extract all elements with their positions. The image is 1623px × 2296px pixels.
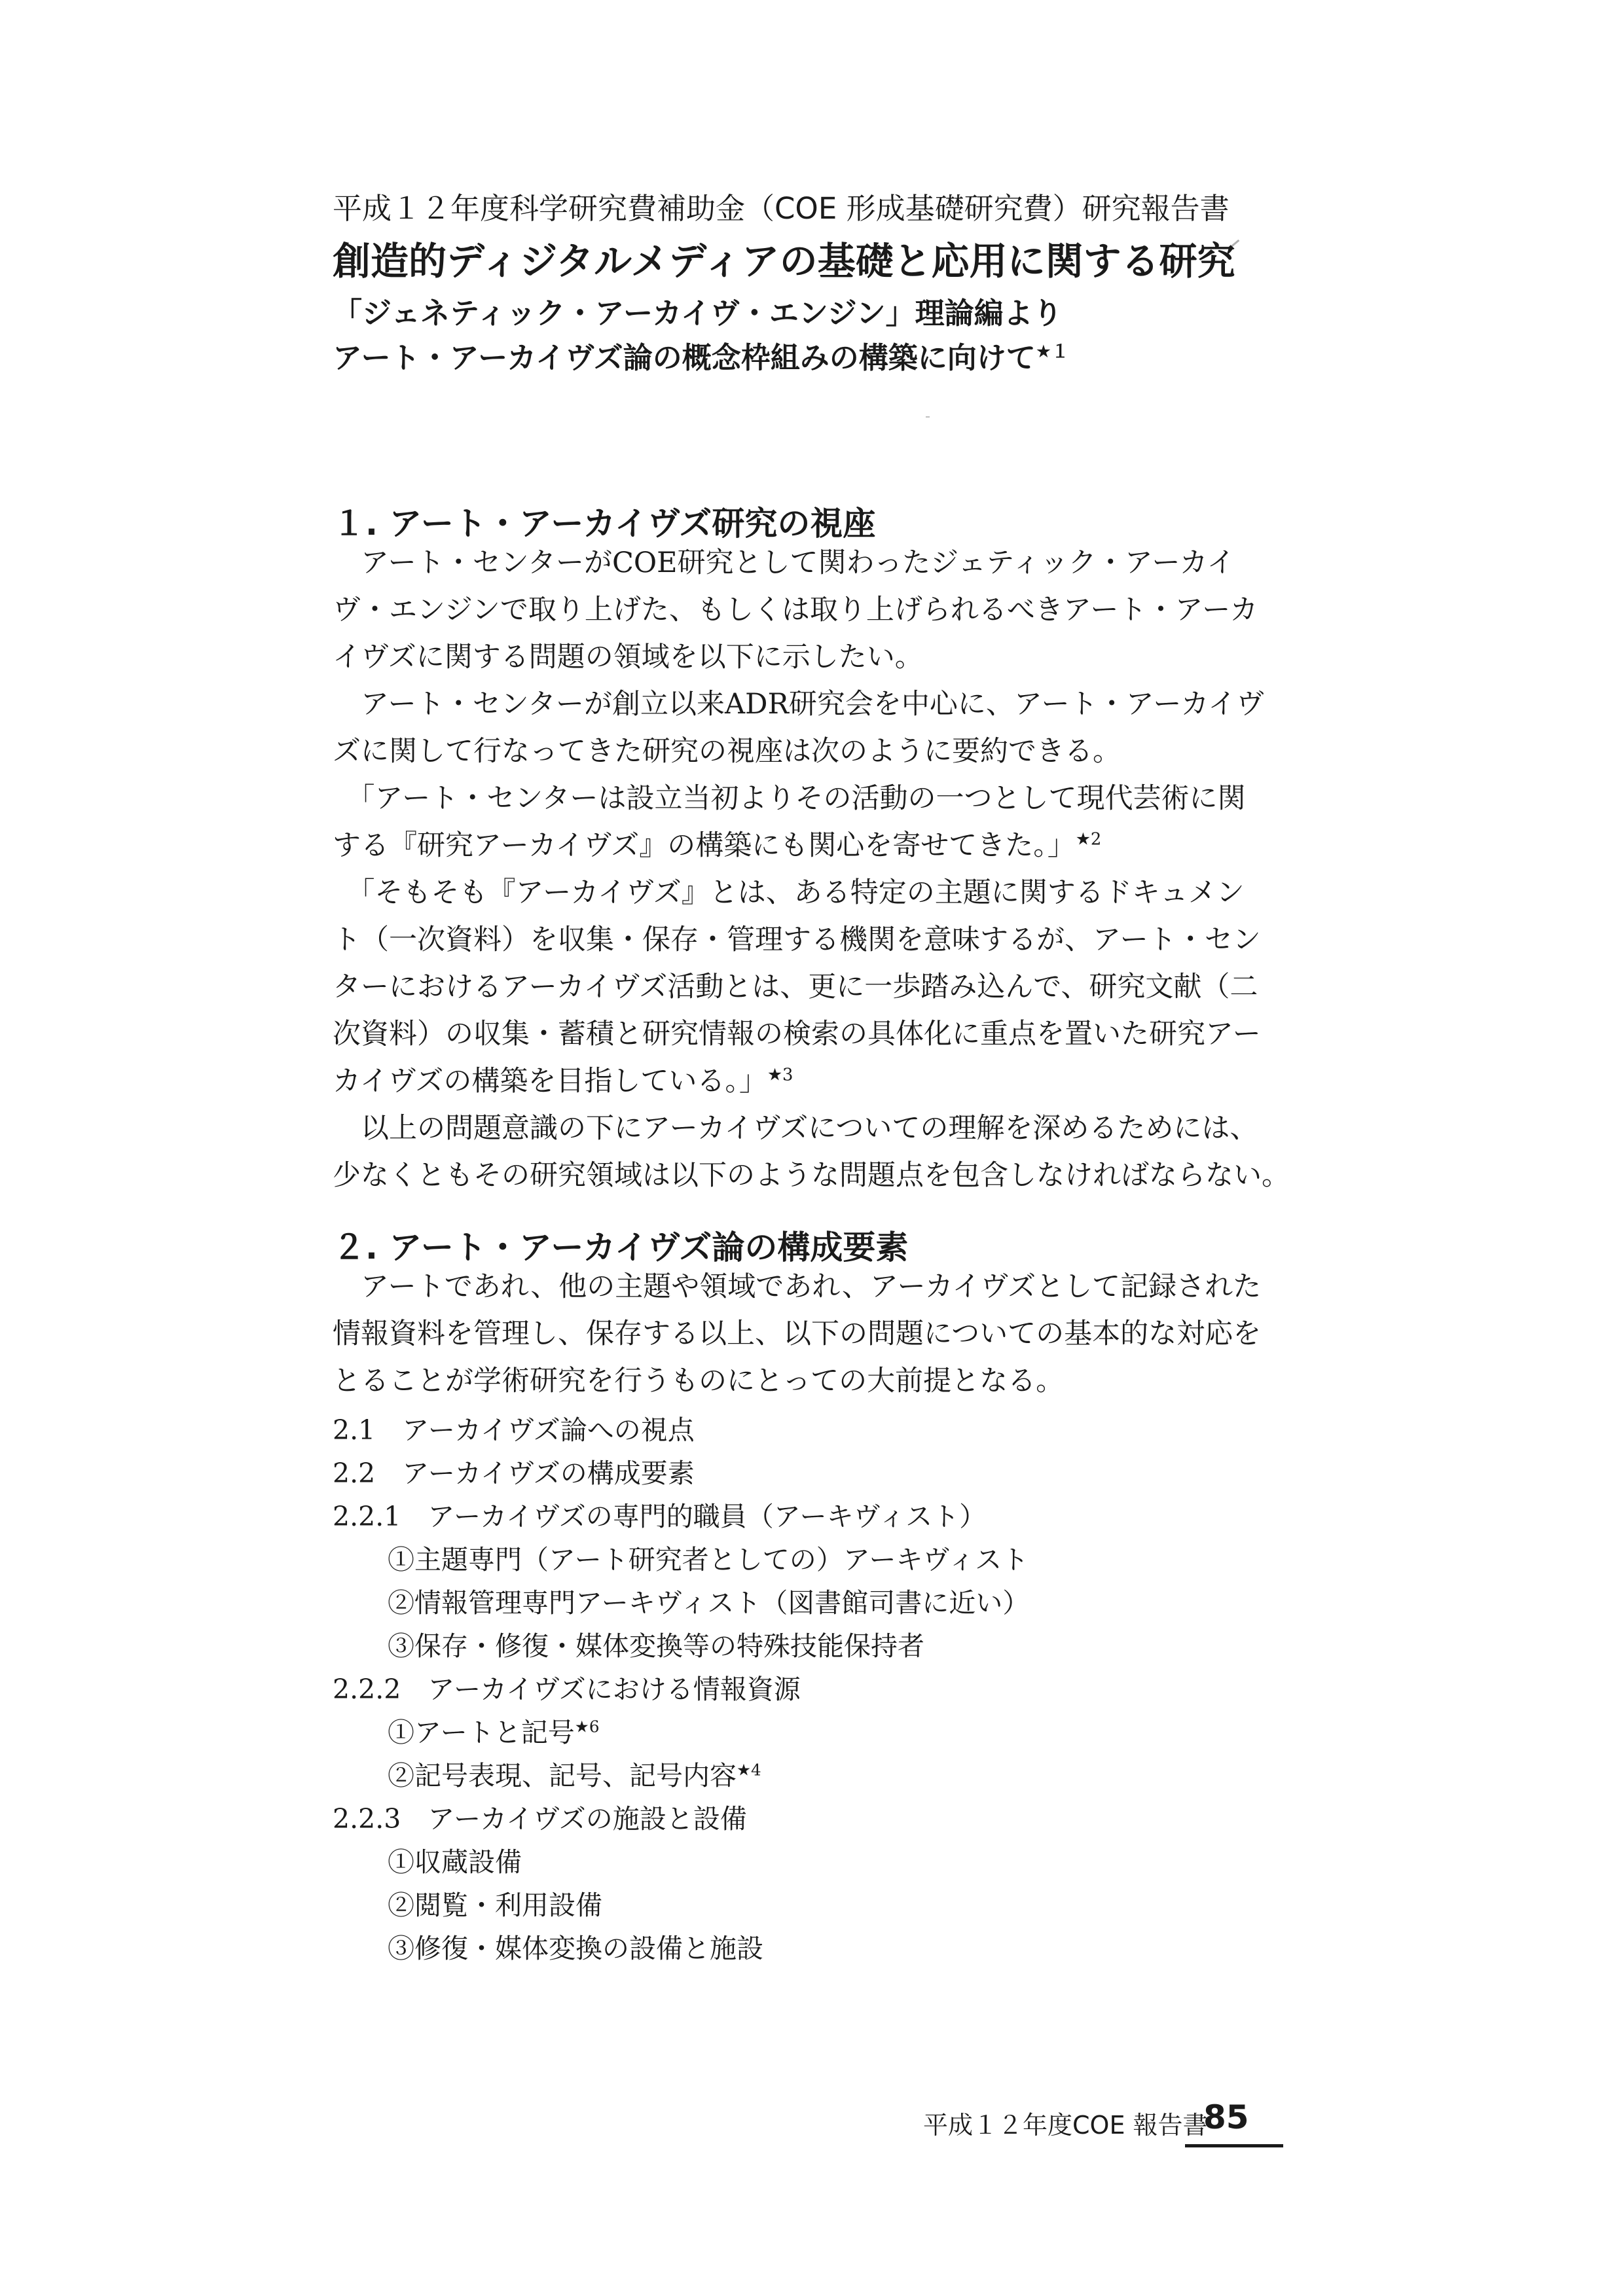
footer-report-label: 平成１２年度COE 報告書 [923,2111,1208,2140]
subtitle-art-archives-framework [333,334,1069,376]
section-1-line: アート・センターが創立以来ADR研究会を中心に、アート・アーカイヴ [333,688,1265,721]
outline-subitem [388,1711,599,1749]
section-2-line: 情報資料を管理し、保存する以上、以下の問題についての基本的な対応を [333,1318,1262,1350]
outline-item: 2.2.3 アーカイヴズの施設と設備 [333,1803,747,1835]
outline-subitem: ①収蔵設備 [388,1846,522,1878]
scan-artifact-dot [926,416,930,418]
section-1-line: 「そもそも『アーカイヴズ』とは、ある特定の主題に関するドキュメン [333,876,1245,909]
section-2-line: とることが学術研究を行うものにとっての大前提となる。 [333,1365,1065,1397]
section-1-line: 以上の問題意識の下にアーカイヴズについての理解を深めるためには、 [333,1112,1258,1145]
outline-subitem: ③保存・修復・媒体変換等の特殊技能保持者 [388,1630,924,1662]
section-1-line: ターにおけるアーカイヴズ活動とは、更に一歩踏み込んで、研究文献（二 [333,971,1258,1003]
footnote-ref-2: ★2 [1075,829,1102,850]
report-title: 平成１２年度科学研究費補助金（COE 形成基礎研究費）研究報告書 [333,191,1230,226]
footnote-ref-6: ★6 [574,1717,600,1736]
section-1-line-text: カイヴズの構築を目指している。」 [333,1065,767,1098]
section-1-heading: １. アート・アーカイヴズ研究の視座 [333,505,876,543]
outline-subitem [388,1754,761,1793]
section-1-line: 「アート・センターは設立当初よりその活動の一つとして現代芸術に関 [333,782,1246,815]
footnote-ref-1: ★１ [1035,342,1069,362]
outline-subitem: ②閲覧・利用設備 [388,1890,602,1921]
section-2-line: アートであれ、他の主題や領域であれ、アーカイヴズとして記録された [333,1270,1262,1303]
section-1-line: ヴ・エンジンで取り上げた、もしくは取り上げられるべきアート・アーカ [333,594,1258,626]
section-2-heading: ２. アート・アーカイヴズ論の構成要素 [333,1229,909,1266]
footnote-ref-3: ★3 [767,1065,793,1085]
outline-item: 2.2.1 アーカイヴズの専門的職員（アーキヴィスト） [333,1501,987,1532]
subtitle-genetic-archive-engine: 「ジェネティック・アーカイヴ・エンジン」理論編より [333,296,1063,331]
section-1-line: アート・センターがCOE研究として関わったジェティック・アーカイ [333,547,1235,579]
outline-subitem: ③修復・媒体変換の設備と施設 [388,1933,763,1964]
footnote-ref-4: ★4 [737,1760,761,1780]
outline-subitem: ②情報管理専門アーキヴィスト（図書館司書に近い） [388,1587,1030,1619]
section-1-line: イヴズに関する問題の領域を以下に示したい。 [333,641,923,673]
outline-item: 2.2.2 アーカイヴズにおける情報資源 [333,1674,801,1705]
section-1-line [333,1062,793,1101]
outline-item: 2.2 アーカイヴズの構成要素 [333,1458,695,1489]
section-1-line: ト（一次資料）を収集・保存・管理する機関を意味するが、アート・セン [333,924,1261,956]
section-1-line: 少なくともその研究領域は以下のような問題点を包含しなければならない。 [333,1159,1290,1192]
outline-item: 2.1 アーカイヴズ論への視点 [333,1414,695,1446]
section-1-line [333,826,1101,865]
page-number: 85 [1203,2098,1249,2136]
outline-subitem-text: ①アートと記号 [388,1717,575,1748]
outline-subitem: ①主題専門（アート研究者としての）アーキヴィスト [388,1544,1029,1575]
outline-subitem-text: ②記号表現、記号、記号内容 [388,1760,737,1791]
section-1-line: 次資料）の収集・蓄積と研究情報の検索の具体化に重点を置いた研究アー [333,1018,1261,1050]
subtitle-2-text: アート・アーカイヴズ論の概念枠組みの構築に向けて [333,340,1036,375]
main-title: 創造的ディジタルメディアの基礎と応用に関する研究 [333,239,1235,283]
footer-rule [1185,2144,1283,2147]
section-1-line-text: する『研究アーカイヴズ』の構築にも関心を寄せてきた。」 [333,829,1076,862]
section-1-line: ズに関して行なってきた研究の視座は次のように要約できる。 [333,735,1121,768]
